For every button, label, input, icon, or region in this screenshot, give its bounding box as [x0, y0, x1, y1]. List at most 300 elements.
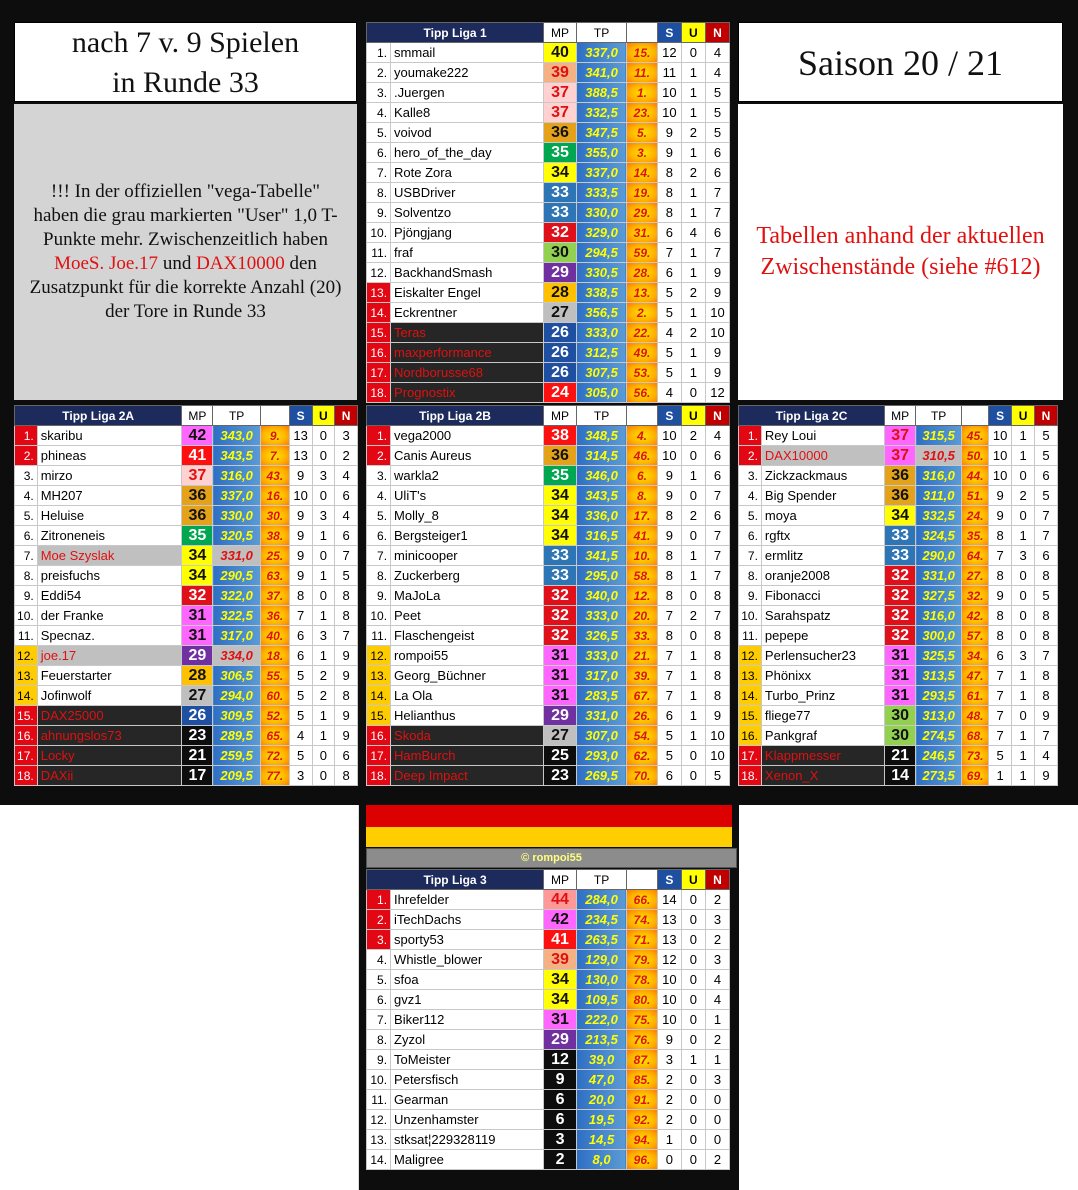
player-name: Heluise	[37, 506, 182, 526]
table-row	[367, 1070, 730, 1090]
losses-cell: 9	[705, 263, 729, 283]
rank-cell: 13.	[739, 666, 762, 686]
table-row	[15, 426, 358, 446]
rank-cell: 11.	[15, 626, 38, 646]
tp-cell: 246,5	[916, 746, 962, 766]
draws-cell: 1	[312, 706, 335, 726]
mp-cell: 36	[182, 486, 213, 506]
player-name: DAXii	[37, 766, 182, 786]
table-row	[15, 506, 358, 526]
mp-cell: 31	[884, 666, 915, 686]
tp-cell: 333,0	[576, 606, 626, 626]
table-row	[15, 726, 358, 746]
wins-cell: 8	[989, 566, 1012, 586]
table-row	[367, 243, 730, 263]
draws-cell: 4	[681, 223, 705, 243]
player-name: Deep Impact	[391, 766, 544, 786]
table-row	[739, 486, 1058, 506]
table-row	[739, 646, 1058, 666]
table-row	[15, 606, 358, 626]
overall-place-cell: 8.	[627, 486, 658, 506]
draws-cell: 1	[681, 706, 705, 726]
mp-cell: 34	[182, 566, 213, 586]
draws-cell: 0	[312, 486, 335, 506]
rank-cell: 3.	[367, 466, 391, 486]
table-row	[367, 1090, 730, 1110]
table-row	[367, 43, 730, 63]
draws-cell: 1	[681, 263, 705, 283]
player-name: UliT's	[391, 486, 544, 506]
note-text	[28, 180, 343, 324]
draws-cell: 2	[681, 606, 705, 626]
rank-cell: 13.	[367, 1130, 391, 1150]
mp-cell: 33	[884, 526, 915, 546]
rank-cell: 3.	[367, 930, 391, 950]
rank-cell: 11.	[367, 1090, 391, 1110]
tp-cell: 331,0	[213, 546, 261, 566]
rank-cell: 10.	[15, 606, 38, 626]
draws-cell: 0	[681, 890, 705, 910]
mp-cell: 30	[544, 243, 577, 263]
losses-cell: 6	[705, 223, 729, 243]
table-row	[15, 666, 358, 686]
player-name: La Ola	[391, 686, 544, 706]
losses-cell: 8	[705, 666, 729, 686]
header-tp: TP	[576, 23, 626, 43]
mp-cell: 33	[544, 566, 577, 586]
table-row	[739, 606, 1058, 626]
wins-cell: 11	[657, 63, 681, 83]
rank-cell: 11.	[367, 626, 391, 646]
overall-place-cell: 38.	[260, 526, 289, 546]
losses-cell: 4	[705, 63, 729, 83]
losses-cell: 0	[705, 1130, 729, 1150]
wins-cell: 9	[989, 506, 1012, 526]
overall-place-cell: 70.	[627, 766, 658, 786]
draws-cell: 0	[681, 766, 705, 786]
table-row	[367, 566, 730, 586]
tp-cell: 293,5	[916, 686, 962, 706]
header-mp: MP	[884, 406, 915, 426]
tp-cell: 325,5	[916, 646, 962, 666]
rank-cell: 18.	[15, 766, 38, 786]
wins-cell: 5	[657, 363, 681, 383]
tp-cell: 338,5	[576, 283, 626, 303]
player-name: iTechDachs	[391, 910, 544, 930]
tp-cell: 343,5	[576, 486, 626, 506]
mp-cell: 37	[544, 103, 577, 123]
wins-cell: 9	[657, 1030, 681, 1050]
overall-place-cell: 46.	[627, 446, 658, 466]
mp-cell: 35	[182, 526, 213, 546]
losses-cell: 9	[335, 726, 358, 746]
losses-cell: 8	[1035, 606, 1058, 626]
rank-cell: 3.	[367, 83, 391, 103]
header-mp: MP	[544, 870, 577, 890]
rank-cell: 11.	[739, 626, 762, 646]
mp-cell: 21	[884, 746, 915, 766]
tp-cell: 322,0	[213, 586, 261, 606]
overall-place-cell: 11.	[627, 63, 658, 83]
player-name: BackhandSmash	[391, 263, 544, 283]
player-name: joe.17	[37, 646, 182, 666]
player-name: Pjöngjang	[391, 223, 544, 243]
mp-cell: 31	[544, 666, 577, 686]
table-row	[367, 990, 730, 1010]
tp-cell: 343,0	[213, 426, 261, 446]
mp-cell: 27	[544, 726, 577, 746]
rank-cell: 7.	[15, 546, 38, 566]
player-name: DAX10000	[761, 446, 884, 466]
wins-cell: 7	[989, 706, 1012, 726]
round-info-box	[14, 22, 357, 102]
player-name: MH207	[37, 486, 182, 506]
overall-place-cell: 3.	[627, 143, 658, 163]
player-name: Flaschengeist	[391, 626, 544, 646]
losses-cell: 6	[705, 446, 729, 466]
tp-cell: 337,0	[213, 486, 261, 506]
tp-cell: 311,0	[916, 486, 962, 506]
tp-cell: 300,0	[916, 626, 962, 646]
rank-cell: 2.	[15, 446, 38, 466]
draws-cell: 0	[681, 1150, 705, 1170]
table-row	[367, 303, 730, 323]
wins-cell: 8	[657, 183, 681, 203]
rank-cell: 6.	[367, 990, 391, 1010]
table-row	[15, 646, 358, 666]
table-row	[367, 1150, 730, 1170]
draws-cell: 3	[312, 506, 335, 526]
losses-cell: 8	[705, 586, 729, 606]
rank-cell: 5.	[739, 506, 762, 526]
losses-cell: 5	[1035, 586, 1058, 606]
wins-cell: 6	[989, 646, 1012, 666]
player-name: Skoda	[391, 726, 544, 746]
player-name: Gearman	[391, 1090, 544, 1110]
mp-cell: 36	[544, 446, 577, 466]
wins-cell: 10	[657, 426, 681, 446]
note-box	[14, 104, 357, 400]
tp-cell: 283,5	[576, 686, 626, 706]
player-name: Rote Zora	[391, 163, 544, 183]
overall-place-cell: 32.	[962, 586, 989, 606]
overall-place-cell: 77.	[260, 766, 289, 786]
tp-cell: 327,5	[916, 586, 962, 606]
rank-cell: 6.	[367, 526, 391, 546]
mp-cell: 34	[182, 546, 213, 566]
mp-cell: 31	[182, 606, 213, 626]
wins-cell: 3	[289, 766, 312, 786]
draws-cell: 0	[1012, 706, 1035, 726]
flag-stripe-red	[366, 805, 732, 827]
table-row	[739, 706, 1058, 726]
player-name: USBDriver	[391, 183, 544, 203]
losses-cell: 4	[705, 990, 729, 1010]
wins-cell: 2	[657, 1090, 681, 1110]
tp-cell: 333,0	[576, 646, 626, 666]
mp-cell: 36	[544, 123, 577, 143]
header-n: N	[705, 23, 729, 43]
tp-cell: 326,5	[576, 626, 626, 646]
table-liga3	[366, 869, 730, 1170]
mp-cell: 31	[884, 686, 915, 706]
player-name: Pankgraf	[761, 726, 884, 746]
rank-cell: 1.	[367, 890, 391, 910]
wins-cell: 9	[657, 466, 681, 486]
header-title: Tipp Liga 2B	[367, 406, 544, 426]
draws-cell: 1	[681, 726, 705, 746]
tp-cell: 273,5	[916, 766, 962, 786]
overall-place-cell: 66.	[627, 890, 658, 910]
player-name: Zickzackmaus	[761, 466, 884, 486]
overall-place-cell: 61.	[962, 686, 989, 706]
table-row	[367, 363, 730, 383]
rank-cell: 2.	[367, 63, 391, 83]
rank-cell: 13.	[15, 666, 38, 686]
rank-cell: 3.	[15, 466, 38, 486]
mp-cell: 32	[544, 223, 577, 243]
table-liga2a	[14, 405, 358, 786]
rank-cell: 10.	[367, 606, 391, 626]
losses-cell: 7	[705, 203, 729, 223]
losses-cell: 5	[1035, 446, 1058, 466]
table-row	[367, 666, 730, 686]
rank-cell: 1.	[739, 426, 762, 446]
draws-cell: 1	[681, 666, 705, 686]
player-name: Maligree	[391, 1150, 544, 1170]
draws-cell: 3	[1012, 546, 1035, 566]
wins-cell: 5	[657, 283, 681, 303]
overall-place-cell: 18.	[260, 646, 289, 666]
losses-cell: 9	[705, 343, 729, 363]
overall-place-cell: 54.	[627, 726, 658, 746]
rank-cell: 4.	[367, 103, 391, 123]
tp-cell: 331,0	[576, 706, 626, 726]
wins-cell: 8	[989, 606, 1012, 626]
draws-cell: 0	[312, 746, 335, 766]
rank-cell: 4.	[739, 486, 762, 506]
wins-cell: 7	[657, 243, 681, 263]
table-row	[367, 930, 730, 950]
losses-cell: 6	[705, 466, 729, 486]
wins-cell: 7	[989, 666, 1012, 686]
player-name: Locky	[37, 746, 182, 766]
draws-cell: 1	[312, 646, 335, 666]
mp-cell: 24	[544, 383, 577, 403]
player-name: Teras	[391, 323, 544, 343]
tp-cell: 340,0	[576, 586, 626, 606]
losses-cell: 5	[705, 766, 729, 786]
header-n: N	[1035, 406, 1058, 426]
wins-cell: 9	[289, 466, 312, 486]
tp-cell: 324,5	[916, 526, 962, 546]
overall-place-cell: 80.	[627, 990, 658, 1010]
losses-cell: 1	[705, 1010, 729, 1030]
tp-cell: 290,0	[916, 546, 962, 566]
overall-place-cell: 69.	[962, 766, 989, 786]
overall-place-cell: 7.	[260, 446, 289, 466]
player-name: Fibonacci	[761, 586, 884, 606]
wins-cell: 5	[989, 746, 1012, 766]
player-name: Klappmesser	[761, 746, 884, 766]
overall-place-cell: 40.	[260, 626, 289, 646]
draws-cell: 1	[681, 546, 705, 566]
losses-cell: 8	[705, 646, 729, 666]
rank-cell: 9.	[367, 203, 391, 223]
player-name: oranje2008	[761, 566, 884, 586]
losses-cell: 1	[705, 1050, 729, 1070]
tp-cell: 8,0	[576, 1150, 626, 1170]
wins-cell: 9	[289, 566, 312, 586]
tp-cell: 213,5	[576, 1030, 626, 1050]
table-row	[367, 103, 730, 123]
tp-cell: 316,5	[576, 526, 626, 546]
tp-cell: 316,0	[916, 606, 962, 626]
table-row	[367, 343, 730, 363]
rank-cell: 15.	[739, 706, 762, 726]
tp-cell: 314,5	[576, 446, 626, 466]
draws-cell: 1	[681, 566, 705, 586]
rank-cell: 8.	[367, 1030, 391, 1050]
note-und: und	[158, 253, 197, 274]
draws-cell: 0	[681, 970, 705, 990]
header-mp: MP	[544, 406, 577, 426]
table-row	[367, 546, 730, 566]
draws-cell: 0	[681, 383, 705, 403]
draws-cell: 1	[681, 103, 705, 123]
tp-cell: 347,5	[576, 123, 626, 143]
rank-cell: 2.	[367, 446, 391, 466]
losses-cell: 9	[705, 706, 729, 726]
table-row	[367, 970, 730, 990]
table-row	[739, 726, 1058, 746]
rank-cell: 7.	[739, 546, 762, 566]
overall-place-cell: 29.	[627, 203, 658, 223]
rank-cell: 17.	[367, 363, 391, 383]
overall-place-cell: 37.	[260, 586, 289, 606]
table-row	[15, 686, 358, 706]
mp-cell: 9	[544, 1070, 577, 1090]
tp-cell: 307,0	[576, 726, 626, 746]
mp-cell: 21	[182, 746, 213, 766]
losses-cell: 7	[705, 183, 729, 203]
rank-cell: 11.	[367, 243, 391, 263]
table-row	[739, 766, 1058, 786]
losses-cell: 8	[335, 606, 358, 626]
losses-cell: 4	[705, 426, 729, 446]
draws-cell: 0	[312, 586, 335, 606]
player-name: Ihrefelder	[391, 890, 544, 910]
losses-cell: 3	[705, 1070, 729, 1090]
mp-cell: 25	[544, 746, 577, 766]
mp-cell: 28	[544, 283, 577, 303]
tp-cell: 356,5	[576, 303, 626, 323]
mp-cell: 44	[544, 890, 577, 910]
table-row	[739, 526, 1058, 546]
wins-cell: 0	[657, 1150, 681, 1170]
table-row	[367, 446, 730, 466]
wins-cell: 10	[657, 103, 681, 123]
mp-cell: 38	[544, 426, 577, 446]
player-name: Eiskalter Engel	[391, 283, 544, 303]
tp-cell: 334,0	[213, 646, 261, 666]
mp-cell: 39	[544, 950, 577, 970]
draws-cell: 0	[1012, 626, 1035, 646]
losses-cell: 9	[705, 363, 729, 383]
draws-cell: 0	[681, 930, 705, 950]
overall-place-cell: 79.	[627, 950, 658, 970]
wins-cell: 10	[989, 426, 1012, 446]
losses-cell: 2	[705, 930, 729, 950]
mp-cell: 32	[884, 586, 915, 606]
table-liga2c	[738, 405, 1058, 786]
draws-cell: 1	[1012, 766, 1035, 786]
wins-cell: 6	[657, 223, 681, 243]
header-title: Tipp Liga 1	[367, 23, 544, 43]
wins-cell: 8	[657, 203, 681, 223]
header-tp: TP	[576, 870, 626, 890]
draws-cell: 1	[681, 1050, 705, 1070]
wins-cell: 9	[657, 143, 681, 163]
table-row	[15, 446, 358, 466]
table-row	[367, 1050, 730, 1070]
mp-cell: 36	[884, 466, 915, 486]
rank-cell: 16.	[367, 343, 391, 363]
season-box	[738, 22, 1063, 102]
table-row	[739, 566, 1058, 586]
losses-cell: 8	[335, 586, 358, 606]
tp-cell: 294,5	[576, 243, 626, 263]
losses-cell: 8	[705, 626, 729, 646]
note-name-joe: Joe.17	[108, 253, 159, 274]
wins-cell: 7	[989, 546, 1012, 566]
overall-place-cell: 58.	[627, 566, 658, 586]
losses-cell: 9	[1035, 766, 1058, 786]
wins-cell: 4	[289, 726, 312, 746]
overall-place-cell: 74.	[627, 910, 658, 930]
losses-cell: 9	[335, 666, 358, 686]
losses-cell: 4	[705, 970, 729, 990]
tp-cell: 316,0	[916, 466, 962, 486]
overall-place-cell: 13.	[627, 283, 658, 303]
note-part2: den Zusatzpunkt für die korrekte Anzahl (20) der Tore in Runde 33	[29, 253, 342, 322]
header-n: N	[705, 870, 729, 890]
draws-cell: 0	[681, 1130, 705, 1150]
tp-cell: 332,5	[916, 506, 962, 526]
losses-cell: 2	[705, 890, 729, 910]
rank-cell: 9.	[367, 586, 391, 606]
mp-cell: 34	[544, 526, 577, 546]
tp-cell: 333,5	[576, 183, 626, 203]
draws-cell: 0	[312, 766, 335, 786]
player-name: ahnungslos73	[37, 726, 182, 746]
draws-cell: 1	[312, 566, 335, 586]
table-row	[367, 626, 730, 646]
mp-cell: 37	[182, 466, 213, 486]
wins-cell: 4	[657, 383, 681, 403]
player-name: Moe Szyslak	[37, 546, 182, 566]
draws-cell: 1	[681, 686, 705, 706]
draws-cell: 1	[1012, 446, 1035, 466]
mp-cell: 41	[182, 446, 213, 466]
wins-cell: 5	[289, 706, 312, 726]
mp-cell: 29	[544, 706, 577, 726]
table-row	[367, 283, 730, 303]
player-name: gvz1	[391, 990, 544, 1010]
table-row	[739, 426, 1058, 446]
draws-cell: 0	[681, 1030, 705, 1050]
player-name: youmake222	[391, 63, 544, 83]
